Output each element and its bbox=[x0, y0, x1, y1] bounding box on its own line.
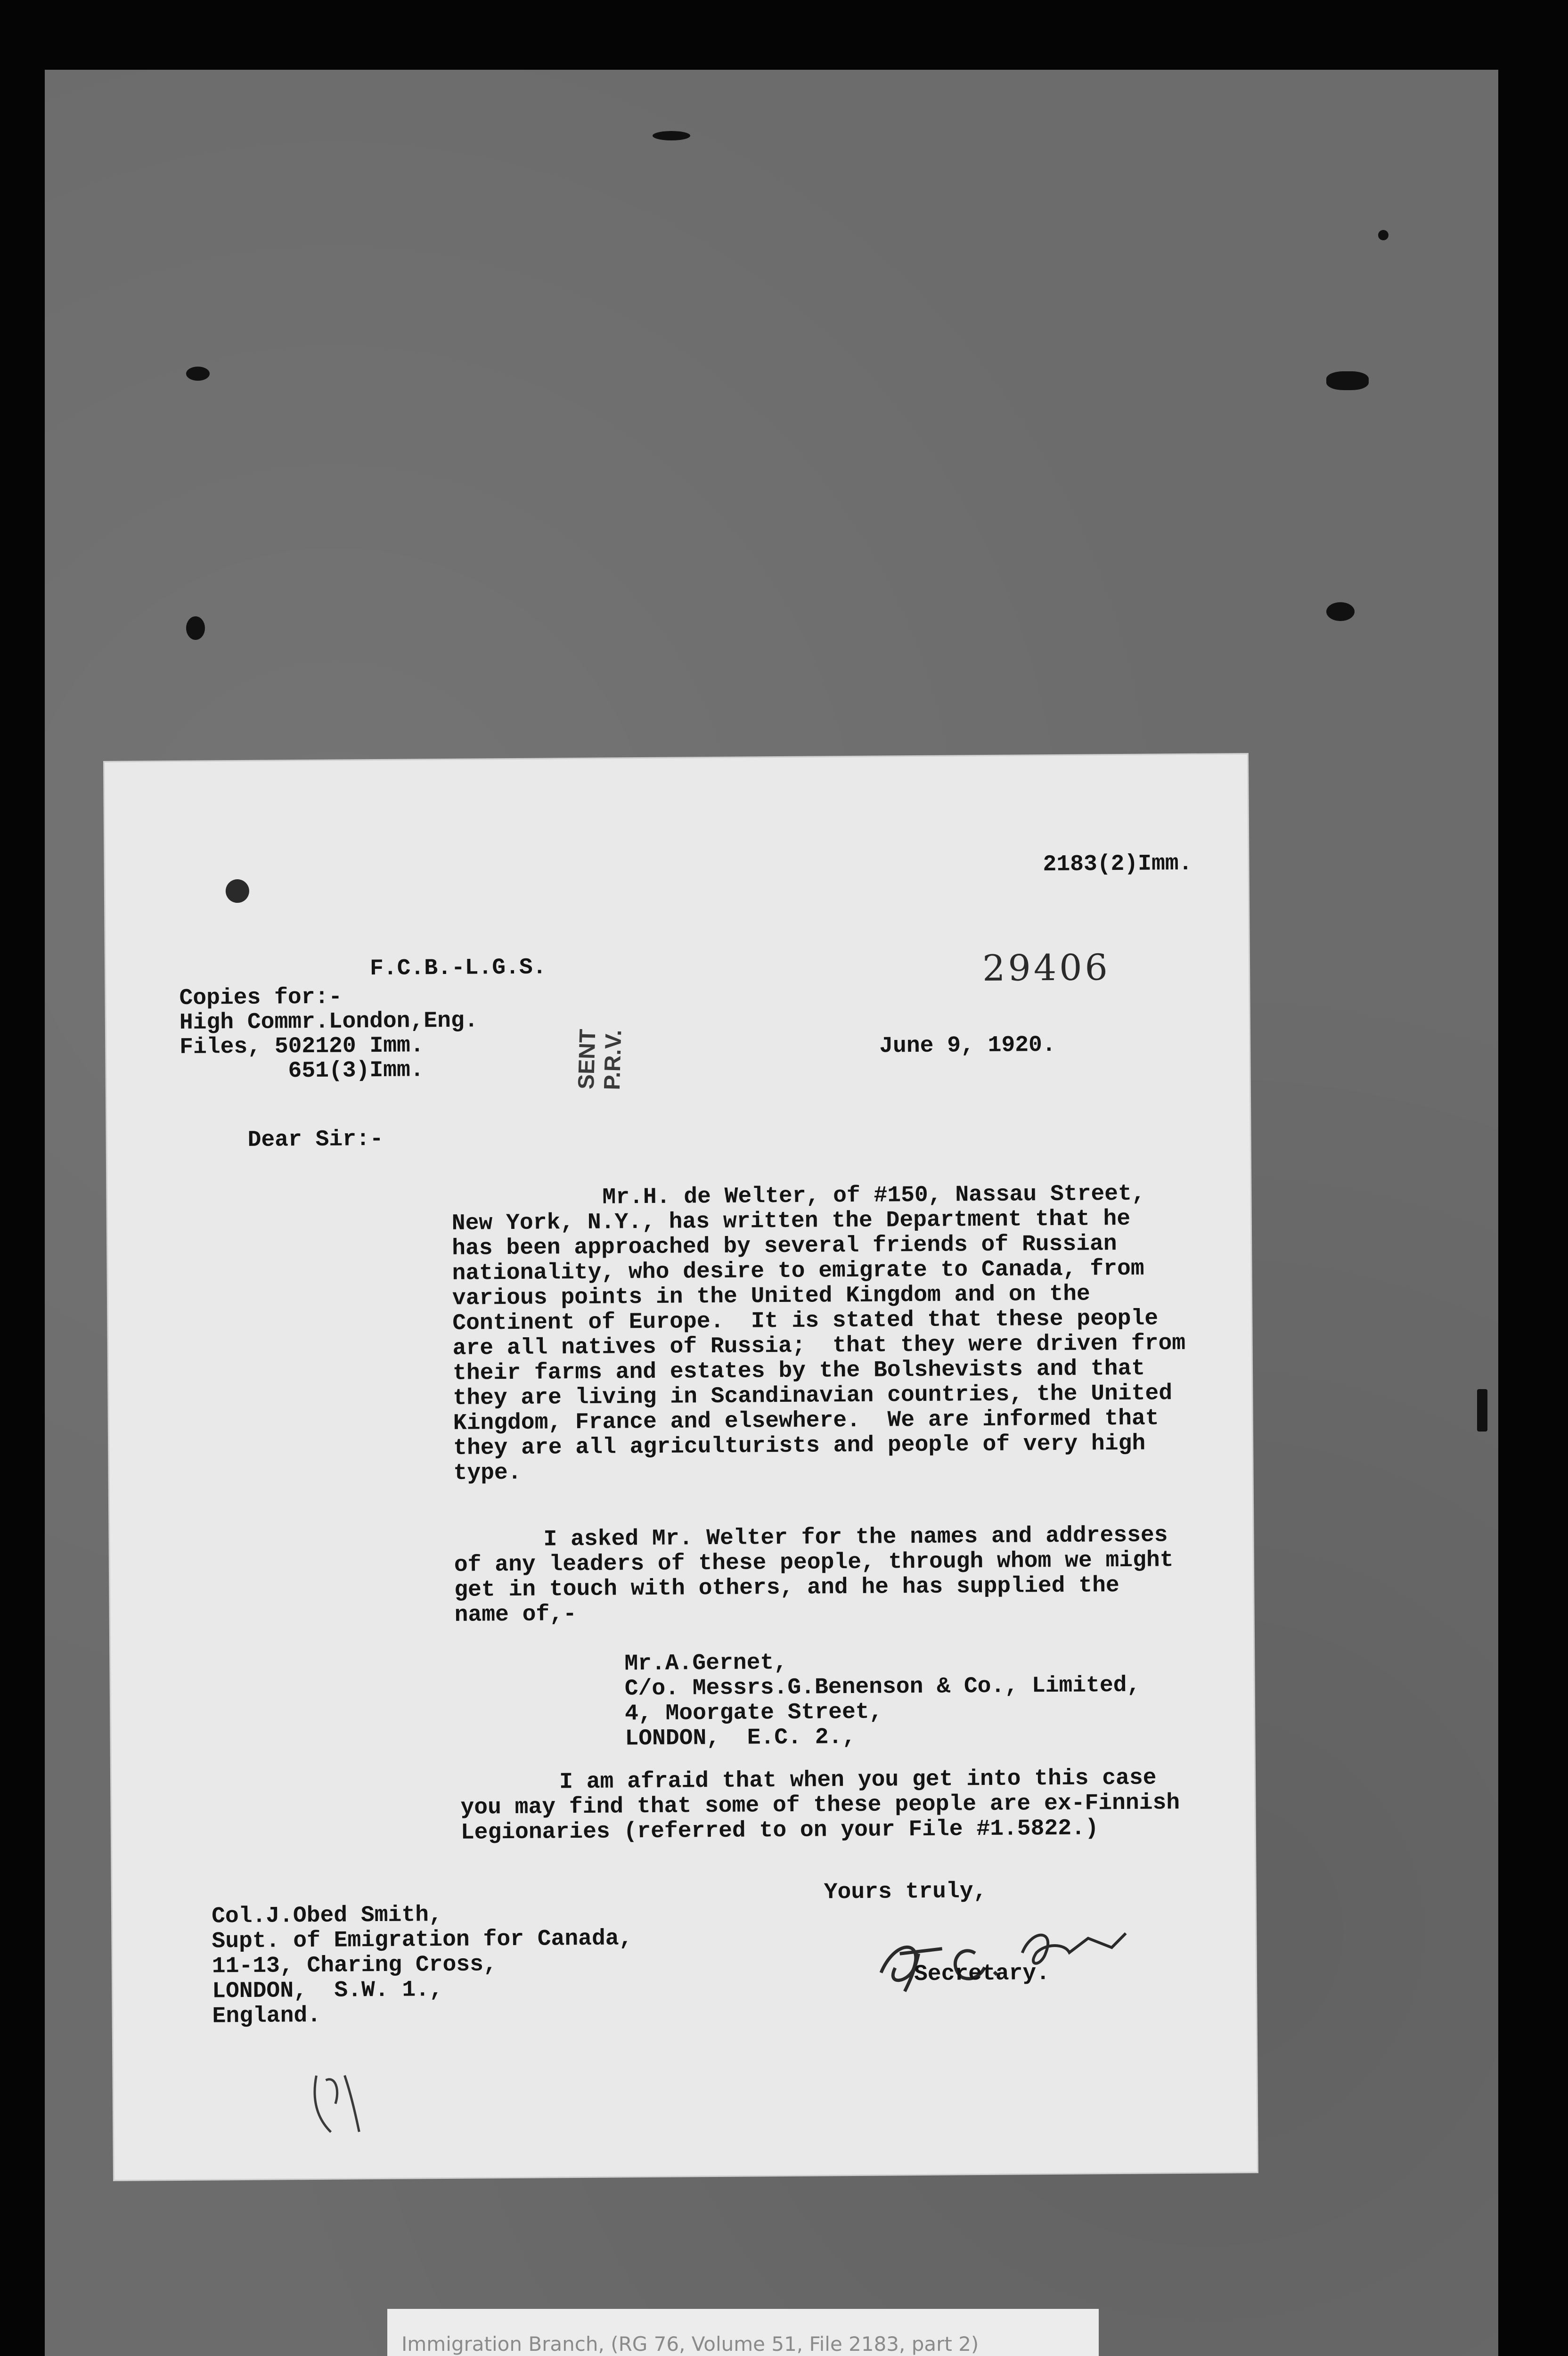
board-mark bbox=[1477, 1389, 1487, 1432]
board-mark bbox=[1378, 230, 1388, 240]
text-line: LONDON, E.C. 2., bbox=[625, 1724, 856, 1752]
text-line: Col.J.Obed Smith, bbox=[211, 1902, 442, 1930]
sent-stamp-line: SENT bbox=[573, 1029, 601, 1090]
text-line: I asked Mr. Welter for the names and addresses bbox=[543, 1522, 1168, 1553]
salutation: Dear Sir:- bbox=[247, 1126, 384, 1153]
text-line: Supt. of Emigration for Canada, bbox=[212, 1926, 633, 1955]
text-line: 4, Moorgate Street, bbox=[624, 1699, 883, 1727]
letter-date: June 9, 1920. bbox=[879, 1032, 1056, 1059]
board-mark bbox=[653, 131, 690, 140]
board-mark bbox=[1326, 371, 1369, 390]
copies-header: Copies for:- bbox=[179, 984, 343, 1011]
board-mark bbox=[1326, 602, 1355, 621]
text-line: Continent of Europe. It is stated that these people bbox=[452, 1306, 1159, 1336]
file-reference: 2183(2)Imm. bbox=[1043, 851, 1192, 878]
text-line: 11-13, Charing Cross, bbox=[212, 1952, 497, 1980]
text-line: Kingdom, France and elsewhere. We are informed that bbox=[453, 1406, 1159, 1436]
sent-stamp-line: P.R.V. bbox=[599, 1029, 627, 1091]
copies-line: 651(3)Imm. bbox=[288, 1057, 424, 1084]
stamp-number: 29406 bbox=[982, 946, 1111, 990]
contact-address bbox=[624, 1648, 1141, 1752]
signature bbox=[866, 1910, 1131, 2006]
paragraph-2 bbox=[454, 1523, 1174, 1628]
text-line: get in touch with others, and he has supplied the bbox=[454, 1573, 1119, 1603]
text-line: New York, N.Y., has written the Department that he bbox=[451, 1206, 1131, 1236]
text-line: they are all agriculturists and people of very high bbox=[453, 1431, 1146, 1461]
addressee bbox=[212, 1901, 633, 2029]
handwritten-mark bbox=[302, 2061, 378, 2142]
text-line: you may find that some of these people are ex-Finnish bbox=[460, 1790, 1180, 1821]
text-line: C/o. Messrs.G.Benenson & Co., Limited, bbox=[624, 1672, 1141, 1702]
text-line: Mr.H. de Welter, of #150, Nassau Street, bbox=[602, 1181, 1145, 1211]
text-line: Mr.A.Gernet, bbox=[624, 1650, 788, 1677]
text-line: nationality, who desire to emigrate to Canada, from bbox=[452, 1256, 1144, 1286]
sent-stamp bbox=[573, 1029, 627, 1090]
board-mark bbox=[186, 616, 205, 640]
closing: Yours truly, bbox=[824, 1878, 987, 1906]
paragraph-1 bbox=[451, 1181, 1186, 1486]
text-line: LONDON, S.W. 1., bbox=[212, 1977, 443, 2004]
text-line: I am afraid that when you get into this case bbox=[559, 1765, 1157, 1795]
text-line: they are living in Scandinavian countries, the United bbox=[453, 1381, 1173, 1411]
initials: F.C.B.-L.G.S. bbox=[369, 955, 547, 982]
signer-title: Secretary. bbox=[914, 1961, 1050, 1988]
copies-line: Files, 502120 Imm. bbox=[180, 1033, 424, 1060]
copies-line: High Commr.London,Eng. bbox=[179, 1008, 478, 1036]
text-line: are all natives of Russia; that they were driven from bbox=[452, 1331, 1186, 1361]
archive-reference-label bbox=[387, 2309, 1099, 2356]
letter-page bbox=[105, 754, 1257, 2180]
board-mark bbox=[186, 367, 210, 381]
text-line: name of,- bbox=[454, 1602, 577, 1628]
text-line: of any leaders of these people, through whom we might bbox=[454, 1547, 1174, 1578]
archive-reference-text: Immigration Branch, (RG 76, Volume 51, File 2183, part 2) bbox=[401, 2332, 979, 2356]
paragraph-3 bbox=[460, 1766, 1180, 1846]
punch-hole bbox=[226, 879, 249, 903]
text-line: has been approached by several friends of Russian bbox=[452, 1231, 1117, 1261]
text-line: their farms and estates by the Bolshevists and that bbox=[452, 1356, 1145, 1386]
text-line: Legionaries (referred to on your File #1.5822.) bbox=[460, 1816, 1099, 1846]
text-line: type. bbox=[453, 1460, 522, 1486]
text-line: various points in the United Kingdom and on the bbox=[452, 1281, 1090, 1311]
text-line: England. bbox=[212, 2003, 321, 2029]
